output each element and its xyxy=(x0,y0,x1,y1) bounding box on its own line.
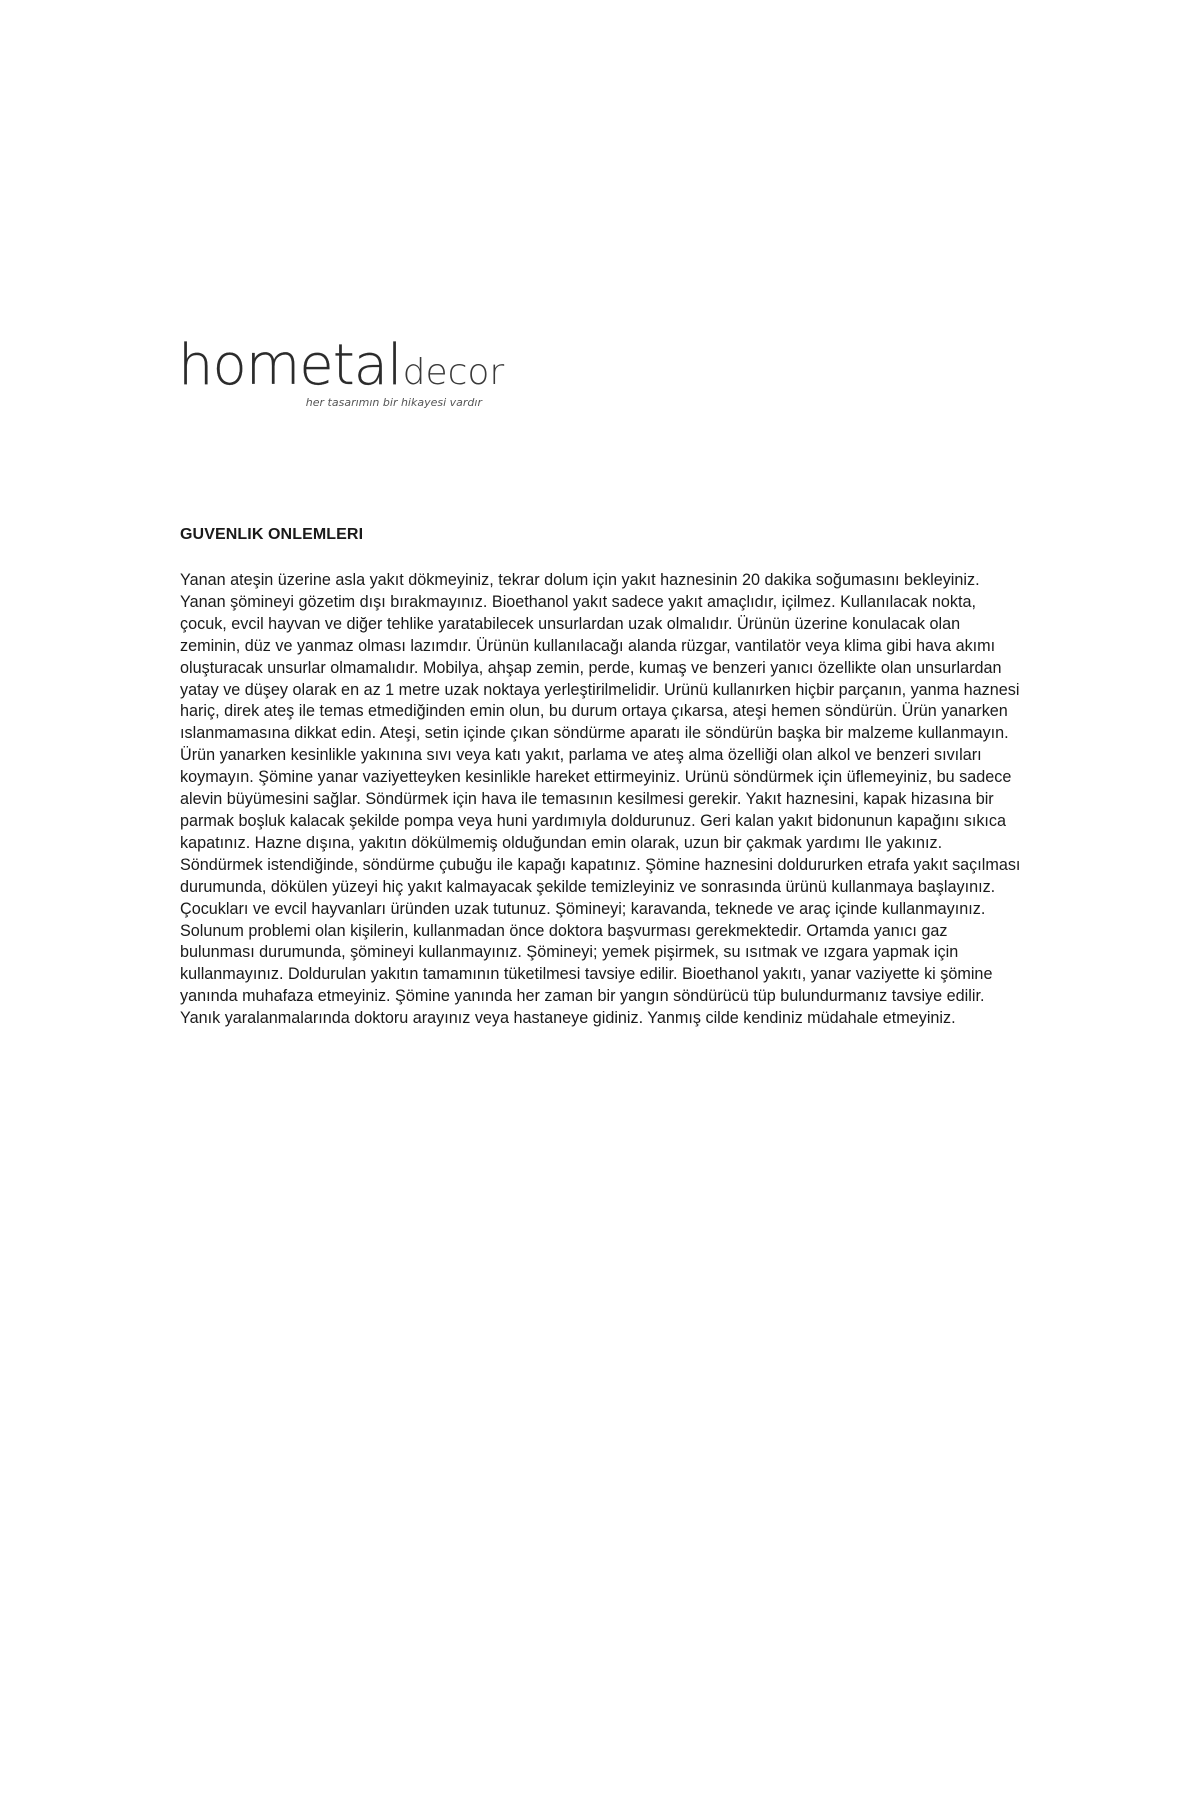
brand-logo xyxy=(178,333,505,418)
logo-wordmark xyxy=(178,333,505,398)
logo-wordmark-suffix: decor xyxy=(402,352,505,393)
document-title: GUVENLIK ONLEMLERI xyxy=(180,526,364,543)
document-body: Yanan ateşin üzerine asla yakıt dökmeyiniz, tekrar dolum için yakıt haznesinin 20 dakika soğumasını bekleyiniz. Yanan şömineyi gözetim dışı bırakmayınız. Bioethanol yakıt sadece yakıt amaçlıdır, içilmez. Kullanılacak nokta, çocuk, evcil hayvan ve diğer tehlike yaratabilecek unsurlardan uzak olmalıdır. Ürünün üzerine konulacak olan zeminin, düz ve yanmaz olması lazımdır. Ürünün kullanılacağı alanda rüzgar, vantilatör veya klima gibi hava akımı oluşturacak unsurlar olmamalıdır. Mobilya, ahşap zemin, perde, kumaş ve benzeri yanıcı özellikte olan unsurlardan yatay ve düşey olarak en az 1 metre uzak noktaya yerleştirilmelidir. Urünü kullanırken hiçbir parçanın, yanma haznesi hariç, direk ateş ile temas etmediğinden emin olun, bu durum ortaya çıkarsa, ateşi hemen söndürün. Ürün yanarken ıslanmamasına dikkat edin. Ateşi, setin içinde çıkan söndürme aparatı ile söndürün başka bir malzeme kullanmayın. Ürün yanarken kesinlikle yakınına sıvı veya katı yakıt, parlama ve ateş alma özelliği olan alkol ve benzeri sıvıları koymayın. Şömine yanar vaziyetteyken kesinlikle hareket ettirmeyiniz. Urünü söndürmek için üflemeyiniz, bu sadece alevin büyümesini sağlar. Söndürmek için hava ile temasının kesilmesi gerekir. Yakıt haznesini, kapak hizasına bir parmak boşluk kalacak şekilde pompa veya huni yardımıyla doldurunuz. Geri kalan yakıt bidonunun kapağını sıkıca kapatınız. Hazne dışına, yakıtın dökülmemiş olduğundan emin olarak, uzun bir çakmak yardımı Ile yakınız. Söndürmek istendiğinde, söndürme çubuğu ile kapağı kapatınız. Şömine haznesini doldururken etrafa yakıt saçılması durumunda, dökülen yüzeyi hiç yakıt kalmayacak şekilde temizleyiniz ve sonrasında ürünü kullanmaya başlayınız. Çocukları ve evcil hayvanları üründen uzak tutunuz. Şömineyi; karavanda, teknede ve araç içinde kullanmayınız. Solunum problemi olan kişilerin, kullanmadan önce doktora başvurması gerekmektedir. Ortamda yanıcı gaz bulunması durumunda, şömineyi kullanmayınız. Şömineyi; yemek pişirmek, su ısıtmak ve ızgara yapmak için kullanmayınız. Doldurulan yakıtın tamamının tüketilmesi tavsiye edilir. Bioethanol yakıtı, yanar vaziyette ki şömine yanında muhafaza etmeyiniz. Şömine yanında her zaman bir yangın söndürücü tüp bulundurmanız tavsiye edilir. Yanık yaralanmalarında doktoru arayınız veya hastaneye gidiniz. Yanmış cilde kendiniz müdahale etmeyiniz. xyxy=(180,571,1021,1028)
logo-wordmark-main: hometal xyxy=(178,333,402,398)
logo-tagline: her tasarımın bir hikayesi vardır xyxy=(305,396,482,409)
